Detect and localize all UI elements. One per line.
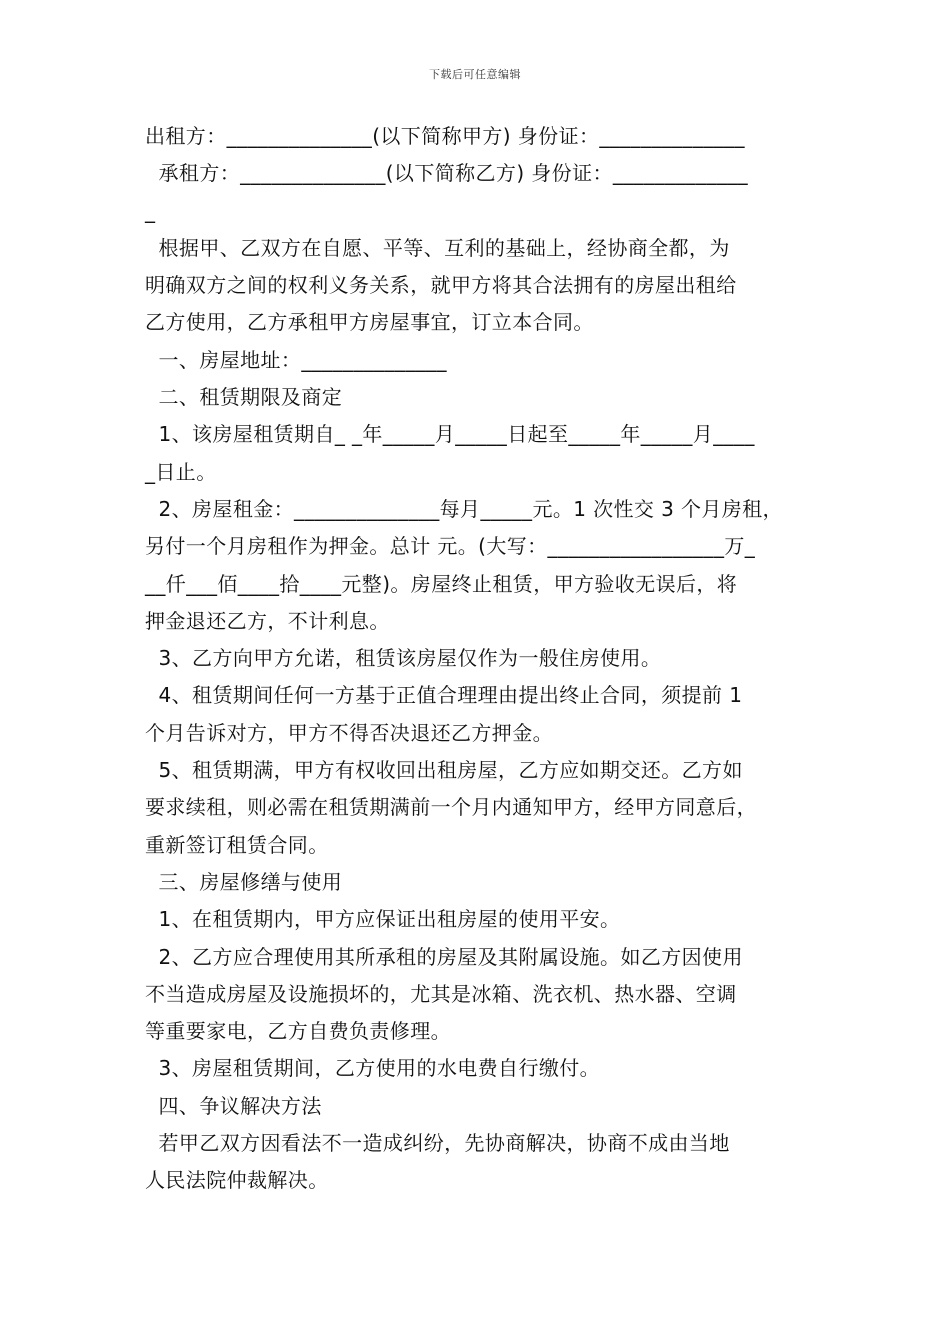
contract-line: 押金退还乙方，不计利息。 xyxy=(145,608,390,633)
contract-line: 3、乙方向甲方允诺，租赁该房屋仅作为一般住房使用。 xyxy=(145,646,662,671)
contract-line: 乙方使用，乙方承租甲方房屋事宜，订立本合同。 xyxy=(145,310,594,335)
contract-line: 二、租赁期限及商定 xyxy=(145,385,343,410)
contract-line: 人民法院仲裁解决。 xyxy=(145,1168,329,1193)
contract-line: 5、租赁期满，甲方有权收回出租房屋，乙方应如期交还。乙方如 xyxy=(145,758,743,783)
contract-line: 根据甲、乙双方在自愿、平等、互利的基础上，经协商全都，为 xyxy=(145,235,730,260)
contract-line: 4、租赁期间任何一方基于正值合理理由提出终止合同，须提前 1 xyxy=(145,683,743,708)
contract-line: 出租方：______________(以下简称甲方) 身份证：______________ xyxy=(145,124,745,148)
contract-line: 要求续租，则必需在租赁期满前一个月内通知甲方，经甲方同意后， xyxy=(145,795,757,820)
contract-line: _ xyxy=(145,198,156,223)
contract-line: 1、在租赁期内，甲方应保证出租房屋的使用平安。 xyxy=(145,907,621,932)
contract-line: 明确双方之间的权利义务关系，就甲方将其合法拥有的房屋出租给 xyxy=(145,273,737,298)
contract-line: 三、房屋修缮与使用 xyxy=(145,869,343,894)
contract-line: 2、乙方应合理使用其所承租的房屋及其附属设施。如乙方因使用 xyxy=(145,944,743,969)
contract-line: 承租方：______________(以下简称乙方) 身份证：_____________ xyxy=(145,161,749,186)
contract-line: 四、争议解决方法 xyxy=(145,1093,322,1118)
contract-line: 另付一个月房租作为押金。总计 元。(大写：_________________万_ xyxy=(145,534,756,559)
contract-line: 等重要家电，乙方自费负责修理。 xyxy=(145,1019,451,1044)
contract-line: 3、房屋租赁期间，乙方使用的水电费自行缴付。 xyxy=(145,1056,601,1081)
contract-line: 2、房屋租金：______________每月_____元。1 次性交 3 个月房租， xyxy=(145,496,783,521)
contract-line: 若甲乙双方因看法不一造成纠纷，先协商解决，协商不成由当地 xyxy=(145,1131,730,1156)
contract-line: _日止。 xyxy=(145,459,217,484)
contract-line: 个月告诉对方，甲方不得否决退还乙方押金。 xyxy=(145,720,553,745)
header-note: 下载后可任意编辑 xyxy=(429,68,521,81)
contract-line: 1、该房屋租赁期自_ _年_____月_____日起至_____年_____月____ xyxy=(145,422,755,447)
contract-body xyxy=(145,118,825,1200)
contract-line: 不当造成房屋及设施损坏的，尤其是冰箱、洗衣机、热水器、空调 xyxy=(145,981,737,1006)
contract-line: 重新签订租赁合同。 xyxy=(145,832,329,857)
contract-line: 一、房屋地址：______________ xyxy=(145,347,447,372)
contract-line: __仟___佰____拾____元整)。房屋终止租赁，甲方验收无误后，将 xyxy=(145,571,738,596)
